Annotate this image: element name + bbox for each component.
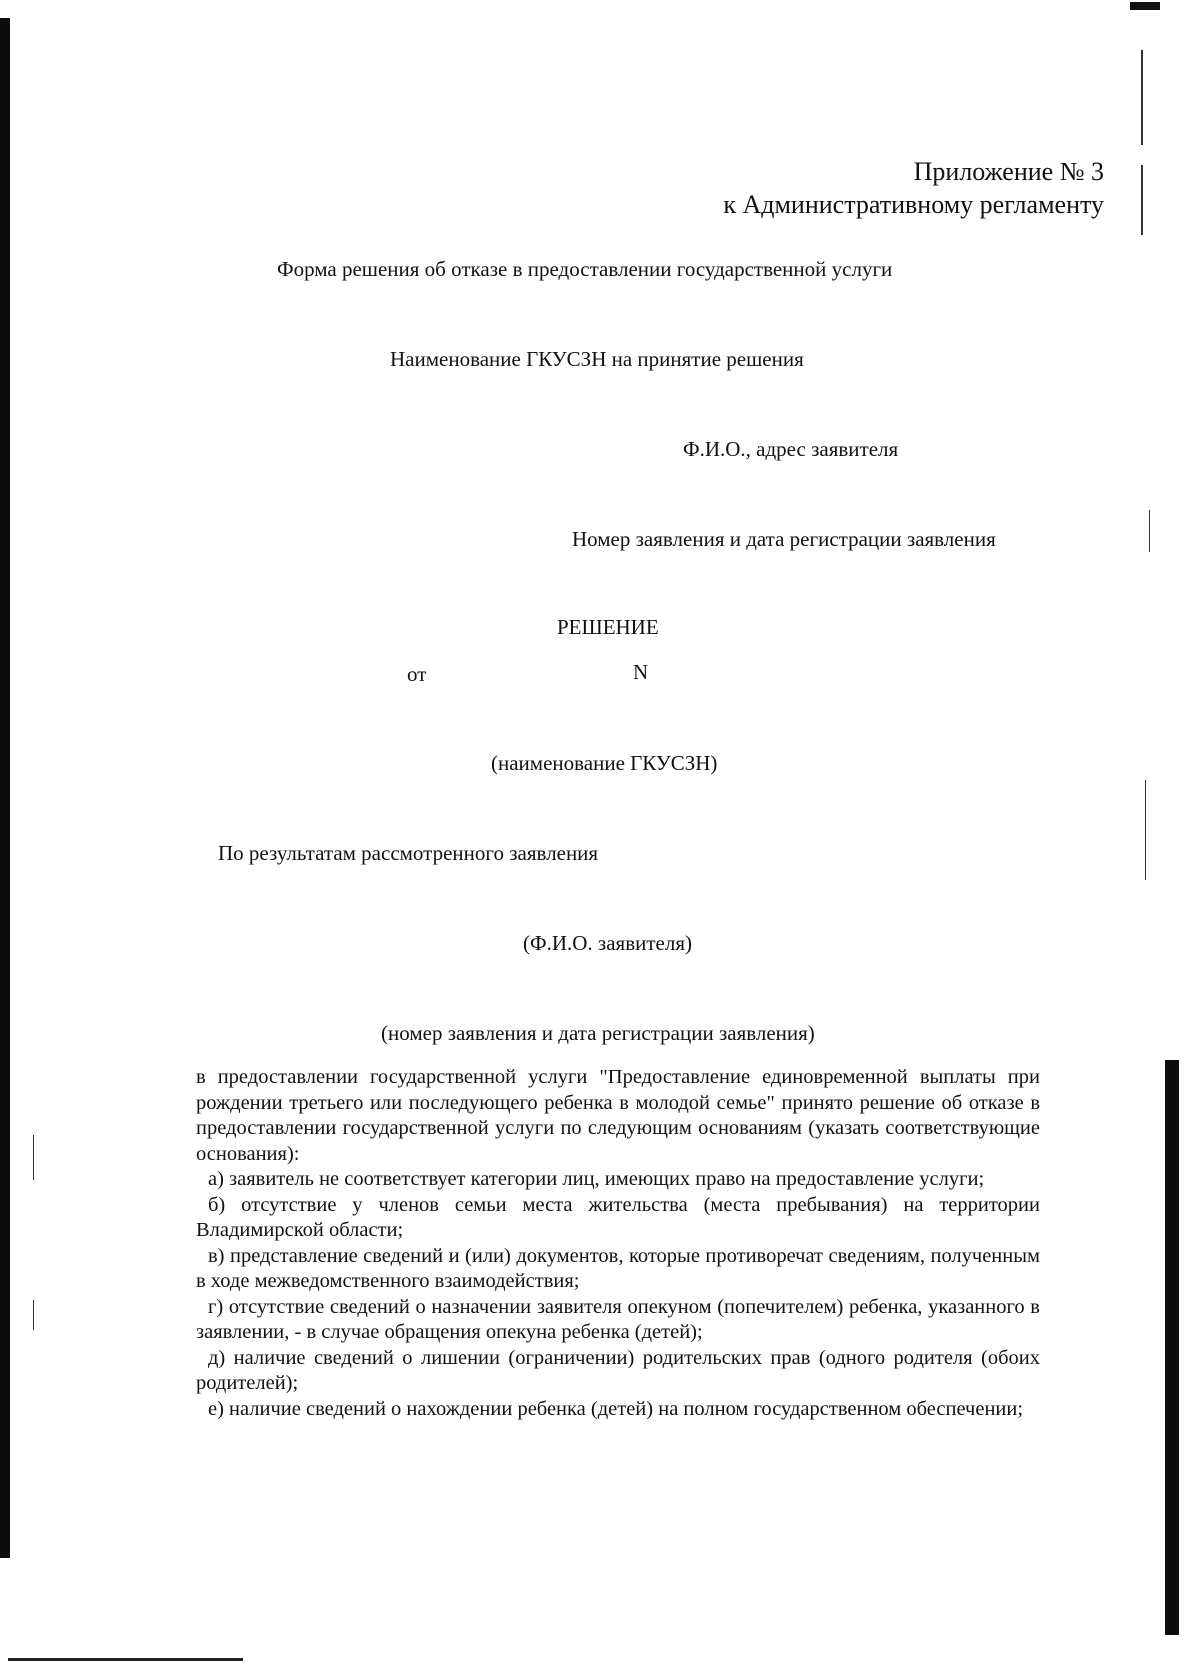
appendix-number: Приложение № 3	[913, 157, 1104, 186]
scan-speck	[1149, 510, 1150, 552]
ground-item: г) отсутствие сведений о назначении заявителя опекуном (попечителем) ребенка, указанного в заявлении, - в случае обращения опекуна ребенка (детей);	[196, 1295, 1040, 1343]
scan-speck	[1141, 50, 1143, 145]
application-ref-caption: (номер заявления и дата регистрации заявления)	[381, 1021, 815, 1045]
intro-line: По результатам рассмотренного заявления	[218, 841, 599, 865]
scan-speck	[1145, 780, 1146, 880]
appendix-regulation: к Административному регламенту	[723, 190, 1104, 219]
intro-paragraph: в предоставлении государственной услуги "Предоставление единовременной выплаты при рождении третьего или последующего ребенка в молодой семье" принято решение об отказе в предоставлении государственной услуги по следующим основаниям (указать соответствующие основания):	[196, 1066, 1040, 1165]
ground-item: д) наличие сведений о лишении (ограничении) родительских прав (одного родителя (обоих родителей);	[196, 1346, 1040, 1394]
ground-item: а) заявитель не соответствует категории лиц, имеющих право на предоставление услуги;	[208, 1168, 985, 1190]
body-name-field: Наименование ГКУСЗН на принятие решения	[390, 347, 804, 371]
scan-speck	[33, 1135, 34, 1180]
decision-date-label: от	[407, 662, 427, 686]
scan-speck	[1141, 165, 1143, 235]
decision-number-label: N	[633, 660, 649, 684]
decision-body	[196, 1065, 1040, 1422]
ground-item: е) наличие сведений о нахождении ребенка (детей) на полном государственном обеспечении;	[208, 1397, 1024, 1420]
scan-edge-right	[1165, 1060, 1179, 1635]
scan-line-bottom	[8, 1658, 243, 1661]
application-field: Номер заявления и дата регистрации заявления	[572, 527, 996, 551]
decision-title: РЕШЕНИЕ	[557, 615, 659, 639]
form-title: Форма решения об отказе в предоставлении государственной услуги	[277, 257, 893, 281]
ground-item: в) представление сведений и (или) документов, которые противоречат сведениям, полученным в ходе межведомственного взаимодействия;	[196, 1244, 1040, 1292]
ground-item: б) отсутствие у членов семьи места жительства (места пребывания) на территории Владимирской области;	[196, 1193, 1040, 1241]
scan-edge-left	[0, 18, 10, 1558]
scan-speck	[33, 1300, 34, 1330]
applicant-field: Ф.И.О., адрес заявителя	[683, 437, 899, 461]
body-name-caption: (наименование ГКУСЗН)	[491, 751, 718, 775]
scan-mark-top	[1130, 2, 1160, 10]
applicant-name-caption: (Ф.И.О. заявителя)	[523, 931, 692, 955]
